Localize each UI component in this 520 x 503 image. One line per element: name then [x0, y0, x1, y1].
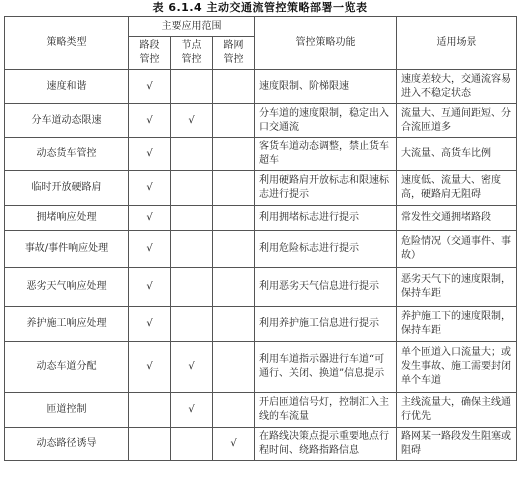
- check-network: [213, 342, 255, 393]
- row-scenario: 流量大、互通间距短、分合流匝道多: [397, 104, 517, 138]
- check-network: [213, 104, 255, 138]
- header-road-section-control: 路段 管控: [129, 37, 171, 70]
- check-network: [213, 138, 255, 171]
- header-scope-group: 主要应用范围: [129, 17, 255, 37]
- row-function: 利用拥堵标志进行提示: [255, 206, 397, 231]
- check-road-section: √: [129, 70, 171, 104]
- check-network: [213, 231, 255, 268]
- row-scenario: 速度差较大，交通流容易进入不稳定状态: [397, 70, 517, 104]
- row-strategy-name: 临时开放硬路肩: [5, 171, 129, 206]
- table-row: [5, 231, 517, 268]
- table-row: [5, 307, 517, 342]
- row-function: 利用车道指示器进行车道“可通行、关闭、换道”信息提示: [255, 342, 397, 393]
- table-row: [5, 342, 517, 393]
- table-row: [5, 138, 517, 171]
- check-road-section: [129, 393, 171, 428]
- table-row: [5, 104, 517, 138]
- row-scenario: 养护施工下的速度限制，保持车距: [397, 307, 517, 342]
- check-network: [213, 307, 255, 342]
- check-node: √: [171, 342, 213, 393]
- check-road-section: √: [129, 307, 171, 342]
- check-network: [213, 70, 255, 104]
- row-function: 开启匝道信号灯，控制汇入主线的车流量: [255, 393, 397, 428]
- row-function: 利用危险标志进行提示: [255, 231, 397, 268]
- row-strategy-name: 动态路径诱导: [5, 428, 129, 461]
- table-row: [5, 428, 517, 461]
- row-scenario: 路网某一路段发生阻塞或阻碍: [397, 428, 517, 461]
- check-road-section: √: [129, 138, 171, 171]
- check-node: [171, 428, 213, 461]
- row-strategy-name: 动态货车管控: [5, 138, 129, 171]
- row-scenario: 单个匝道入口流量大；或发生事故、施工需要封闭单个车道: [397, 342, 517, 393]
- row-strategy-name: 速度和谐: [5, 70, 129, 104]
- check-node: [171, 171, 213, 206]
- row-scenario: 恶劣天气下的速度限制，保持车距: [397, 268, 517, 307]
- header-row-1: [5, 17, 517, 37]
- check-node: [171, 138, 213, 171]
- check-node: [171, 231, 213, 268]
- row-function: 客货车道动态调整，禁止货车超车: [255, 138, 397, 171]
- table-row: [5, 206, 517, 231]
- header-scenario: 适用场景: [397, 17, 517, 70]
- row-strategy-name: 动态车道分配: [5, 342, 129, 393]
- check-road-section: √: [129, 104, 171, 138]
- row-strategy-name: 养护施工响应处理: [5, 307, 129, 342]
- check-network: √: [213, 428, 255, 461]
- check-network: [213, 171, 255, 206]
- row-function: 利用养护施工信息进行提示: [255, 307, 397, 342]
- check-road-section: [129, 428, 171, 461]
- check-road-section: √: [129, 171, 171, 206]
- row-scenario: 大流量、高货车比例: [397, 138, 517, 171]
- check-road-section: √: [129, 268, 171, 307]
- check-node: [171, 70, 213, 104]
- row-scenario: 常发性交通拥堵路段: [397, 206, 517, 231]
- row-strategy-name: 事故/事件响应处理: [5, 231, 129, 268]
- header-function: 管控策略功能: [255, 17, 397, 70]
- header-node-control: 节点 管控: [171, 37, 213, 70]
- row-strategy-name: 恶劣天气响应处理: [5, 268, 129, 307]
- check-node: [171, 307, 213, 342]
- check-node: [171, 206, 213, 231]
- row-strategy-name: 拥堵响应处理: [5, 206, 129, 231]
- table-row: [5, 268, 517, 307]
- check-network: [213, 268, 255, 307]
- check-network: [213, 206, 255, 231]
- row-scenario: 危险情况（交通事件、事故）: [397, 231, 517, 268]
- row-function: 利用恶劣天气信息进行提示: [255, 268, 397, 307]
- table-title: 表 6.1.4 主动交通流管控策略部署一览表: [152, 1, 368, 14]
- check-network: [213, 393, 255, 428]
- row-strategy-name: 匝道控制: [5, 393, 129, 428]
- row-function: 分车道的速度限制，稳定出入口交通流: [255, 104, 397, 138]
- row-scenario: 主线流量大，确保主线通行优先: [397, 393, 517, 428]
- row-function: 利用硬路肩开放标志和限速标志进行提示: [255, 171, 397, 206]
- row-function: 在路线决策点提示重要地点行程时间、绕路指路信息: [255, 428, 397, 461]
- check-road-section: √: [129, 231, 171, 268]
- table-row: [5, 171, 517, 206]
- header-network-control: 路网 管控: [213, 37, 255, 70]
- check-node: [171, 268, 213, 307]
- table-row: [5, 393, 517, 428]
- row-strategy-name: 分车道动态限速: [5, 104, 129, 138]
- check-node: √: [171, 393, 213, 428]
- check-node: √: [171, 104, 213, 138]
- table-row: [5, 70, 517, 104]
- strategy-table: [4, 16, 517, 461]
- row-function: 速度限制、阶梯限速: [255, 70, 397, 104]
- check-road-section: √: [129, 342, 171, 393]
- header-strategy-type: 策略类型: [5, 17, 129, 70]
- check-road-section: √: [129, 206, 171, 231]
- row-scenario: 速度低、流量大、密度高，硬路肩无阻碍: [397, 171, 517, 206]
